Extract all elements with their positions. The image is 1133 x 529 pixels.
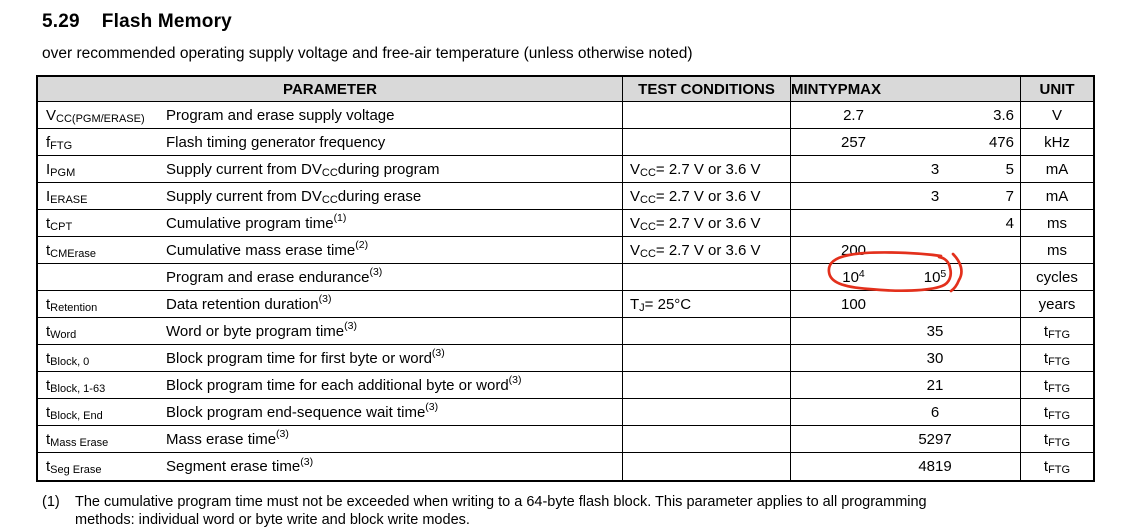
subscript: Block, 0 [50, 356, 89, 368]
table-row [38, 291, 1093, 318]
table-row [38, 345, 1093, 372]
subscript: CC [640, 221, 656, 233]
parameter-description [162, 188, 622, 205]
text: 2.7 [843, 107, 864, 124]
test-conditions-cell [622, 345, 790, 371]
parameter-symbol [38, 242, 162, 259]
text: = 2.7 V or 3.6 V [656, 188, 761, 205]
parameter-description [162, 134, 622, 151]
parameter-symbol [38, 188, 162, 205]
supscript: (1) [334, 212, 347, 224]
test-conditions-cell [622, 372, 790, 398]
text: 10 [924, 269, 941, 286]
parameter-cell [38, 426, 622, 452]
subscript: CC [322, 167, 338, 179]
subscript: CC [640, 194, 656, 206]
subscript: Word [50, 329, 76, 341]
unit-cell [1020, 264, 1093, 290]
text: V [630, 161, 640, 178]
text: 100 [841, 296, 866, 313]
text: Block program time for each additional byte or word [166, 377, 509, 394]
parameter-symbol [38, 161, 162, 178]
text: t [1044, 350, 1048, 367]
text: 476 [989, 134, 1014, 151]
footnote-text-line1: The cumulative program time must not be exceeded when writing to a 64-byte flash block. This parameter applies to all programming [75, 494, 927, 512]
column-header-parameter: PARAMETER [38, 77, 622, 101]
parameter-symbol [38, 458, 162, 475]
footnote-text-line2: methods: individual word or byte write and block write modes. [75, 512, 470, 529]
parameter-symbol [38, 431, 162, 448]
typ-value [916, 188, 954, 205]
min-value [791, 242, 916, 259]
supscript: (3) [319, 293, 332, 305]
parameter-cell [38, 210, 622, 236]
parameter-symbol [38, 134, 162, 151]
text: V [630, 215, 640, 232]
subscript: CC [640, 248, 656, 260]
parameter-description [162, 458, 622, 475]
min-typ-max-cell [790, 318, 1020, 344]
table-row [38, 129, 1093, 156]
table-body [38, 102, 1093, 480]
subscript: FTG [50, 140, 72, 152]
max-value [954, 188, 1020, 205]
text: V [1052, 107, 1062, 124]
parameter-cell [38, 291, 622, 317]
page-title [42, 11, 232, 33]
max-value [954, 161, 1020, 178]
min-typ-max-cell [790, 102, 1020, 128]
column-header-max: MAX [848, 81, 887, 98]
text: 5297 [918, 431, 951, 448]
text: t [46, 431, 50, 448]
table-row [38, 210, 1093, 237]
parameter-description [162, 350, 622, 367]
parameter-description [162, 323, 622, 340]
text: ms [1047, 242, 1067, 259]
text: 21 [927, 377, 944, 394]
text: t [46, 377, 50, 394]
text: mA [1046, 188, 1069, 205]
max-value [954, 107, 1020, 124]
parameter-description [162, 242, 622, 259]
test-conditions-cell [622, 399, 790, 425]
subscript: FTG [1048, 356, 1070, 368]
text: kHz [1044, 134, 1070, 151]
text: 6 [931, 404, 939, 421]
test-conditions-cell [622, 264, 790, 290]
max-value [954, 215, 1020, 232]
table-condition-subtitle: over recommended operating supply voltage and free-air temperature (unless otherwise noted) [42, 45, 693, 63]
table-row [38, 399, 1093, 426]
text: V [46, 107, 56, 124]
subscript: FTG [1048, 437, 1070, 449]
text: = 25°C [645, 296, 691, 313]
text: ms [1047, 215, 1067, 232]
text: Data retention duration [166, 296, 319, 313]
text: 35 [927, 323, 944, 340]
unit-cell [1020, 399, 1093, 425]
text: Supply current from DV [166, 161, 322, 178]
typ-value [916, 458, 954, 475]
parameter-cell [38, 156, 622, 182]
text: Program and erase endurance [166, 269, 369, 286]
text: t [46, 296, 50, 313]
text: 10 [842, 269, 859, 286]
parameter-description [162, 377, 622, 394]
parameter-symbol [38, 377, 162, 394]
supscript: (3) [344, 320, 357, 332]
unit-cell [1020, 291, 1093, 317]
min-typ-max-cell [790, 264, 1020, 290]
text: = 2.7 V or 3.6 V [656, 215, 761, 232]
min-typ-max-cell [790, 426, 1020, 452]
table-row [38, 183, 1093, 210]
subscript: CMErase [50, 248, 96, 260]
typ-value [916, 269, 954, 286]
unit-cell [1020, 183, 1093, 209]
section-title: Flash Memory [102, 11, 232, 32]
flash-memory-spec-table [36, 75, 1095, 482]
table-row [38, 318, 1093, 345]
subscript: FTG [1048, 464, 1070, 476]
test-conditions-cell [622, 237, 790, 263]
subscript: CC [322, 194, 338, 206]
subscript: FTG [1048, 383, 1070, 395]
subscript: CPT [50, 221, 72, 233]
column-header-typ: TYP [819, 81, 848, 98]
text: Supply current from DV [166, 188, 322, 205]
table-row [38, 264, 1093, 291]
text: Block program time for first byte or word [166, 350, 432, 367]
subscript: CC [640, 167, 656, 179]
min-value [791, 134, 916, 151]
typ-value [916, 323, 954, 340]
test-conditions-cell [622, 102, 790, 128]
min-typ-max-cell [790, 453, 1020, 480]
parameter-description [162, 296, 622, 313]
parameter-description [162, 404, 622, 421]
min-typ-max-cell [790, 129, 1020, 155]
text: T [630, 296, 639, 313]
text: 5 [1006, 161, 1014, 178]
section-number: 5.29 [42, 11, 80, 32]
supscript: (3) [509, 374, 522, 386]
text: V [630, 188, 640, 205]
text: mA [1046, 161, 1069, 178]
text: V [630, 242, 640, 259]
unit-cell [1020, 372, 1093, 398]
parameter-symbol [38, 296, 162, 313]
text: 3 [931, 188, 939, 205]
table-header-row [38, 77, 1093, 102]
unit-cell [1020, 102, 1093, 128]
supscript: (3) [425, 401, 438, 413]
text: 4 [1006, 215, 1014, 232]
supscript: 5 [940, 268, 946, 280]
text: 4819 [918, 458, 951, 475]
text: Cumulative mass erase time [166, 242, 355, 259]
subscript: CC(PGM/ERASE) [56, 113, 145, 125]
subscript: Mass Erase [50, 437, 108, 449]
unit-cell [1020, 210, 1093, 236]
subscript: FTG [1048, 410, 1070, 422]
text: during erase [338, 188, 421, 205]
text: = 2.7 V or 3.6 V [656, 242, 761, 259]
text: during program [338, 161, 440, 178]
test-conditions-cell [622, 291, 790, 317]
subscript: FTG [1048, 329, 1070, 341]
text: cycles [1036, 269, 1078, 286]
text: t [46, 458, 50, 475]
parameter-cell [38, 318, 622, 344]
test-conditions-cell [622, 210, 790, 236]
text: t [46, 350, 50, 367]
test-conditions-cell [622, 129, 790, 155]
min-typ-max-cell [790, 183, 1020, 209]
text: f [46, 134, 50, 151]
table-row [38, 102, 1093, 129]
subscript: Block, 1-63 [50, 383, 105, 395]
parameter-symbol [38, 404, 162, 421]
text: t [46, 242, 50, 259]
text: t [1044, 377, 1048, 394]
unit-cell [1020, 426, 1093, 452]
min-value [791, 107, 916, 124]
min-typ-max-cell [790, 156, 1020, 182]
parameter-description [162, 215, 622, 232]
footnote-1 [42, 494, 1102, 529]
min-value [791, 269, 916, 286]
unit-cell [1020, 453, 1093, 480]
typ-value [916, 431, 954, 448]
parameter-description [162, 431, 622, 448]
unit-cell [1020, 345, 1093, 371]
footnote-line [42, 512, 1102, 529]
subscript: Retention [50, 302, 97, 314]
subscript: PGM [50, 167, 75, 179]
test-conditions-cell [622, 453, 790, 480]
unit-cell [1020, 237, 1093, 263]
subscript: Seg Erase [50, 464, 101, 476]
typ-value [916, 161, 954, 178]
supscript: (3) [369, 266, 382, 278]
supscript: (3) [432, 347, 445, 359]
text: Program and erase supply voltage [166, 107, 394, 124]
text: Segment erase time [166, 458, 300, 475]
typ-value [916, 350, 954, 367]
test-conditions-cell [622, 318, 790, 344]
parameter-symbol [38, 323, 162, 340]
text: t [1044, 458, 1048, 475]
table-row [38, 426, 1093, 453]
min-typ-max-cell [790, 345, 1020, 371]
text: 30 [927, 350, 944, 367]
subscript: ERASE [50, 194, 87, 206]
text: I [46, 188, 50, 205]
min-typ-max-cell [790, 237, 1020, 263]
unit-cell [1020, 129, 1093, 155]
parameter-cell [38, 183, 622, 209]
parameter-cell [38, 372, 622, 398]
unit-cell [1020, 156, 1093, 182]
text: 257 [841, 134, 866, 151]
text: Mass erase time [166, 431, 276, 448]
max-value [954, 134, 1020, 151]
min-value [791, 296, 916, 313]
text: 200 [841, 242, 866, 259]
parameter-cell [38, 129, 622, 155]
text: t [46, 404, 50, 421]
table-row [38, 453, 1093, 480]
parameter-description [162, 161, 622, 178]
table-row [38, 237, 1093, 264]
min-typ-max-cell [790, 210, 1020, 236]
text: t [46, 323, 50, 340]
supscript: 4 [859, 268, 865, 280]
min-typ-max-cell [790, 399, 1020, 425]
text: t [1044, 323, 1048, 340]
min-typ-max-cell [790, 291, 1020, 317]
text: years [1039, 296, 1076, 313]
column-header-min: MIN [791, 81, 819, 98]
subscript: Block, End [50, 410, 103, 422]
parameter-cell [38, 237, 622, 263]
column-header-test-conditions: TEST CONDITIONS [622, 77, 790, 101]
column-header-unit: UNIT [1020, 77, 1093, 101]
text: t [46, 215, 50, 232]
text: Block program end-sequence wait time [166, 404, 425, 421]
test-conditions-cell [622, 156, 790, 182]
supscript: (2) [355, 239, 368, 251]
parameter-description [162, 107, 622, 124]
parameter-description [162, 269, 622, 286]
column-header-min-typ-max [790, 77, 1020, 101]
parameter-cell [38, 345, 622, 371]
parameter-symbol [38, 350, 162, 367]
parameter-cell [38, 399, 622, 425]
table-row [38, 156, 1093, 183]
typ-value [916, 404, 954, 421]
footnote-line [42, 494, 1102, 512]
parameter-cell [38, 453, 622, 480]
parameter-symbol [38, 107, 162, 124]
text: 3 [931, 161, 939, 178]
test-conditions-cell [622, 426, 790, 452]
text: 7 [1006, 188, 1014, 205]
test-conditions-cell [622, 183, 790, 209]
subscript: J [639, 302, 645, 314]
parameter-cell [38, 102, 622, 128]
footnote-ref: (1) [42, 494, 75, 512]
typ-value [916, 377, 954, 394]
text: I [46, 161, 50, 178]
text: Flash timing generator frequency [166, 134, 385, 151]
unit-cell [1020, 318, 1093, 344]
text: = 2.7 V or 3.6 V [656, 161, 761, 178]
text: 3.6 [993, 107, 1014, 124]
text: t [1044, 431, 1048, 448]
parameter-cell [38, 264, 622, 290]
text: Word or byte program time [166, 323, 344, 340]
min-typ-max-cell [790, 372, 1020, 398]
parameter-symbol [38, 215, 162, 232]
table-row [38, 372, 1093, 399]
text: Cumulative program time [166, 215, 334, 232]
supscript: (3) [300, 456, 313, 468]
supscript: (3) [276, 428, 289, 440]
text: t [1044, 404, 1048, 421]
